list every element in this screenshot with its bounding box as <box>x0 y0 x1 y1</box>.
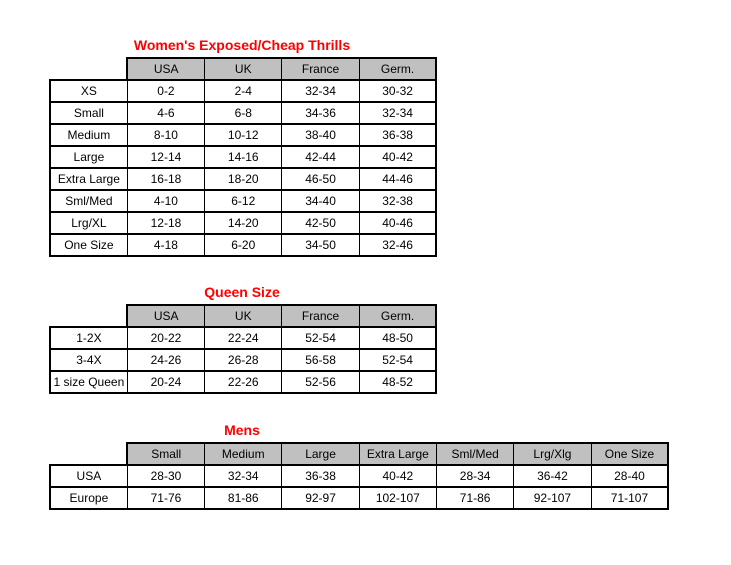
size-value-cell: 10-12 <box>205 124 282 146</box>
row-label: Extra Large <box>50 168 127 190</box>
header-row <box>50 305 436 327</box>
size-value-cell: 12-18 <box>127 212 204 234</box>
size-value-cell: 40-46 <box>359 212 436 234</box>
size-value-cell: 2-4 <box>205 80 282 102</box>
size-value-cell: 32-34 <box>282 80 359 102</box>
table-row <box>50 190 436 212</box>
table-row <box>50 234 436 256</box>
size-value-cell: 42-50 <box>282 212 359 234</box>
size-value-cell: 42-44 <box>282 146 359 168</box>
size-value-cell: 6-12 <box>205 190 282 212</box>
size-value-cell: 16-18 <box>127 168 204 190</box>
header-row <box>50 58 436 80</box>
size-value-cell: 22-24 <box>205 327 282 349</box>
size-value-cell: 34-36 <box>282 102 359 124</box>
row-label: Europe <box>50 487 127 509</box>
size-value-cell: 20-24 <box>127 371 204 393</box>
size-value-cell: 28-40 <box>591 465 668 487</box>
womens-size-table <box>49 57 437 257</box>
section-womens <box>49 38 731 257</box>
corner-cell <box>50 443 127 465</box>
row-label: Lrg/XL <box>50 212 127 234</box>
column-header-usa: USA <box>127 58 204 80</box>
column-header-lrg-xlg: Lrg/Xlg <box>514 443 591 465</box>
size-value-cell: 32-34 <box>205 465 282 487</box>
column-header-large: Large <box>282 443 359 465</box>
size-value-cell: 4-10 <box>127 190 204 212</box>
size-value-cell: 52-54 <box>282 327 359 349</box>
size-value-cell: 32-46 <box>359 234 436 256</box>
table-row <box>50 349 436 371</box>
size-value-cell: 30-32 <box>359 80 436 102</box>
queen-size-table <box>49 304 437 394</box>
size-value-cell: 81-86 <box>205 487 282 509</box>
section-queen <box>49 285 731 394</box>
size-value-cell: 36-38 <box>359 124 436 146</box>
size-value-cell: 40-42 <box>359 146 436 168</box>
table-row <box>50 168 436 190</box>
womens-table-body <box>50 80 436 256</box>
table-row <box>50 146 436 168</box>
womens-table-title: Women's Exposed/Cheap Thrills <box>133 37 351 53</box>
column-header-sml-med: Sml/Med <box>436 443 513 465</box>
table-row <box>50 124 436 146</box>
size-value-cell: 52-54 <box>359 349 436 371</box>
size-value-cell: 71-107 <box>591 487 668 509</box>
size-value-cell: 4-18 <box>127 234 204 256</box>
table-row <box>50 102 436 124</box>
size-value-cell: 34-50 <box>282 234 359 256</box>
table-row <box>50 212 436 234</box>
size-value-cell: 6-20 <box>205 234 282 256</box>
table-row <box>50 465 668 487</box>
size-value-cell: 34-40 <box>282 190 359 212</box>
size-value-cell: 12-14 <box>127 146 204 168</box>
size-value-cell: 52-56 <box>282 371 359 393</box>
size-value-cell: 28-30 <box>127 465 204 487</box>
table-row <box>50 371 436 393</box>
table-row <box>50 327 436 349</box>
mens-size-table <box>49 442 669 510</box>
size-value-cell: 4-6 <box>127 102 204 124</box>
row-label: 1-2X <box>50 327 127 349</box>
size-value-cell: 48-52 <box>359 371 436 393</box>
mens-table-body <box>50 465 668 509</box>
size-value-cell: 28-34 <box>436 465 513 487</box>
size-value-cell: 6-8 <box>205 102 282 124</box>
size-value-cell: 71-86 <box>436 487 513 509</box>
size-value-cell: 38-40 <box>282 124 359 146</box>
mens-table-title: Mens <box>224 422 260 438</box>
size-value-cell: 36-42 <box>514 465 591 487</box>
womens-table-header <box>50 58 436 80</box>
mens-table-header <box>50 443 668 465</box>
header-row <box>50 443 668 465</box>
row-label: One Size <box>50 234 127 256</box>
size-value-cell: 40-42 <box>359 465 436 487</box>
column-header-medium: Medium <box>205 443 282 465</box>
size-value-cell: 92-97 <box>282 487 359 509</box>
size-value-cell: 92-107 <box>514 487 591 509</box>
size-value-cell: 22-26 <box>205 371 282 393</box>
column-header-germ: Germ. <box>359 305 436 327</box>
size-value-cell: 18-20 <box>205 168 282 190</box>
size-value-cell: 32-38 <box>359 190 436 212</box>
column-header-small: Small <box>127 443 204 465</box>
row-label: Medium <box>50 124 127 146</box>
column-header-one-size: One Size <box>591 443 668 465</box>
size-value-cell: 14-16 <box>205 146 282 168</box>
queen-table-title: Queen Size <box>204 284 280 300</box>
corner-cell <box>50 58 127 80</box>
size-value-cell: 36-38 <box>282 465 359 487</box>
table-row <box>50 80 436 102</box>
column-header-extra-large: Extra Large <box>359 443 436 465</box>
row-label: XS <box>50 80 127 102</box>
size-value-cell: 32-34 <box>359 102 436 124</box>
size-value-cell: 26-28 <box>205 349 282 371</box>
table-row <box>50 487 668 509</box>
row-label: 3-4X <box>50 349 127 371</box>
size-value-cell: 8-10 <box>127 124 204 146</box>
section-mens <box>49 423 731 510</box>
size-value-cell: 48-50 <box>359 327 436 349</box>
queen-table-body <box>50 327 436 393</box>
row-label: Small <box>50 102 127 124</box>
column-header-france: France <box>282 305 359 327</box>
row-label: Large <box>50 146 127 168</box>
column-header-uk: UK <box>205 305 282 327</box>
size-value-cell: 0-2 <box>127 80 204 102</box>
column-header-usa: USA <box>127 305 204 327</box>
column-header-uk: UK <box>205 58 282 80</box>
row-label: 1 size Queen <box>50 371 127 393</box>
column-header-germ: Germ. <box>359 58 436 80</box>
size-value-cell: 24-26 <box>127 349 204 371</box>
size-value-cell: 71-76 <box>127 487 204 509</box>
size-value-cell: 20-22 <box>127 327 204 349</box>
row-label: USA <box>50 465 127 487</box>
size-value-cell: 46-50 <box>282 168 359 190</box>
size-value-cell: 44-46 <box>359 168 436 190</box>
row-label: Sml/Med <box>50 190 127 212</box>
queen-table-header <box>50 305 436 327</box>
size-value-cell: 14-20 <box>205 212 282 234</box>
corner-cell <box>50 305 127 327</box>
size-value-cell: 56-58 <box>282 349 359 371</box>
size-value-cell: 102-107 <box>359 487 436 509</box>
column-header-france: France <box>282 58 359 80</box>
